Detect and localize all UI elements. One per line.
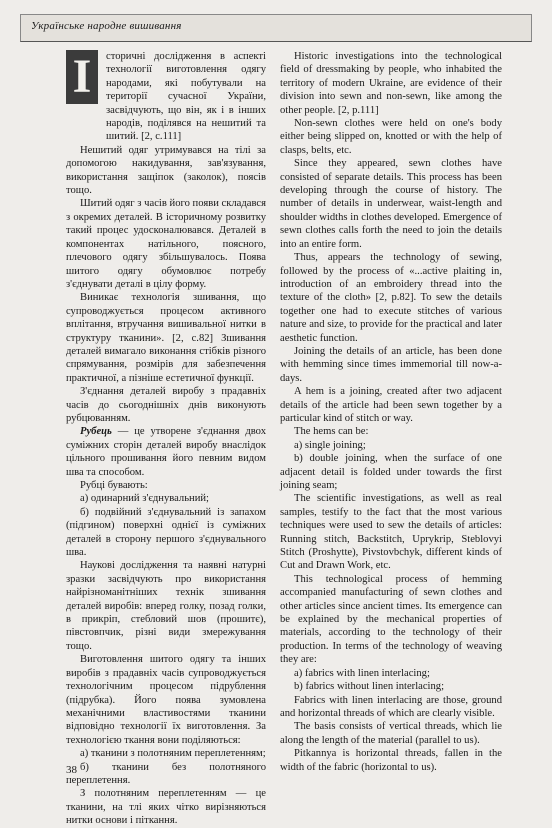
list-item: б) подвійний з'єднувальний із запахом (підгином) поверхні однієї із суміжних деталей в сторону першого з'єднувального шва.: [66, 506, 266, 559]
page-number: 38: [66, 764, 77, 776]
list-intro: Рубці бувають:: [80, 480, 148, 491]
paragraph: Historic investigations into the technological field of dressmaking by people, who inhabited the territory of modern Ukraine, are evidence of their division into sewn and non-sewn, like among the other people. [2, p.111]: [280, 51, 502, 116]
list-item: а) тканини з полотняним переплетенням;: [80, 748, 266, 760]
definition-paragraph: [66, 425, 266, 479]
term-rubets: Рубець: [80, 426, 112, 438]
paragraph: The scientific investigations, as well as real samples, testify to the fact that the most various techniques were used to sew the details of articles: Running stitch, Backstitch, Uprykrip, Steblovyi Stitch (Proshytte), Pivstovbchyk, different kinds of Cut and Drawn Work, etc.: [280, 493, 502, 572]
paragraph: Non-sewn clothes were held on one's body either being slipped on, knotted or with the help of clasps, belts, etc.: [280, 118, 502, 156]
list-item: a) single joining;: [294, 439, 366, 451]
paragraph: Виготовлення шитого одягу та інших виробів з прадавніх часів супроводжується технологічним процесом підрублення (підрубка). Його поява зумовлена механічними властивостями тканини відповідно технології їх виготовлення. За технологією ткання вони поділяються:: [66, 654, 266, 746]
intro-block: [66, 50, 266, 144]
ukrainian-column: [66, 50, 266, 828]
running-header: [20, 14, 532, 42]
paragraph: З полотняним переплетенням — це тканини, на тлі яких чітко вирізняються нитки основи і піткання.: [66, 788, 266, 827]
paragraph: Joining the details of an article, has been done with hemming since times immemorial till now-a-days.: [280, 345, 502, 384]
paragraph: Fabrics with linen interlacing are those, ground and horizontal threads of which are clearly visible.: [280, 694, 502, 719]
paragraph: Виникає технологія зшивання, що супроводжується процесом активного вплітання, втручання вишивальної нитки в структуру тканини». [2, с.82] Зшивання деталей вимагало виконання стібків різного спрямування, розмірів для забезпечення практичної, а пізніше естетичної функції.: [66, 292, 266, 384]
list-item: b) double joining, when the surface of one adjacent detail is folded under towards the first joining seam;: [280, 453, 502, 491]
paragraph: This technological process of hemming accompanied manufacturing of sewn clothes and other articles since ancient times. Its emergence can be explained by the mechanical properties of materials, according to the technology of their production. In terms of the technology of weaving they are:: [280, 573, 502, 666]
list-intro: The hems can be:: [294, 426, 369, 438]
paragraph: A hem is a joining, created after two adjacent details of the article had been sewn together by a particular kind of stitch or way.: [280, 386, 502, 424]
list-item: б) тканини без полотняного переплетення.: [66, 761, 266, 786]
list-item: а) одинарний з'єднувальний;: [80, 493, 209, 505]
english-column: [280, 50, 502, 774]
header-title: Українське народне вишивання: [31, 20, 182, 32]
list-item: b) fabrics without linen interlacing;: [294, 681, 445, 693]
paragraph: Шитий одяг з часів його появи складався з окремих деталей. В історичному розвитку такий процес удосконалювався. Деталей в компонентах натільного, поясного, плечового одягу збільшувалось. Поява шитого одягу обумовлює потребу з'єднувати деталі в цілу форму.: [66, 198, 266, 290]
paragraph: Thus, appears the technology of sewing, followed by the process of «...active plaiting in, introduction of an embroidery thread into the texture of the cloth» [2, p.82]. To sew the details together one had to execute stitches of various nature and size, to provide for the practical and later aesthetic function.: [280, 252, 502, 344]
paragraph: The basis consists of vertical threads, which lie along the length of the material (parallel to us).: [280, 721, 502, 746]
paragraph: Pitkannya is horizontal threads, fallen in the width of the fabric (horizontal to us).: [280, 748, 502, 773]
paragraph: Нешитий одяг утримувався на тілі за допомогою накидування, зав'язування, використання защіпок (заколок), поясів тощо.: [66, 144, 266, 197]
drop-cap: І: [66, 50, 98, 104]
intro-paragraph: сторичні дослідження в аспекті технології виготовлення одягу народами, які побутували на території сучасної України, засвідчують, що він, як і в інших народів, поділявся на нешитий та шитий. [2, с.111]: [106, 51, 266, 143]
definition-text: — це утворене з'єднання двох суміжних сторін деталей виробу внаслідок цільного прошивання його певним видом шва та способом.: [66, 426, 266, 478]
paragraph: Наукові дослідження та наявні натурні зразки засвідчують про використання найрізноманітніших технік зшивання деталей виробів: вперед голку, позад голки, в прикріп, стебловий шов (прошитє), півстовпчик, різні види змережування тощо.: [66, 560, 266, 652]
paragraph: З'єднання деталей виробу з прадавніх часів до сьогоднішніх днів виконують рубцюванням.: [66, 386, 266, 424]
list-item: a) fabrics with linen interlacing;: [294, 667, 430, 679]
paragraph: Since they appeared, sewn clothes have consisted of separate details. This process has been developing through the course of history. The number of details in underwear, waist-length and shoulder widths in clothes developed. Emergence of sewn clothes calls forth the need to join the details into an entire form.: [280, 158, 502, 250]
